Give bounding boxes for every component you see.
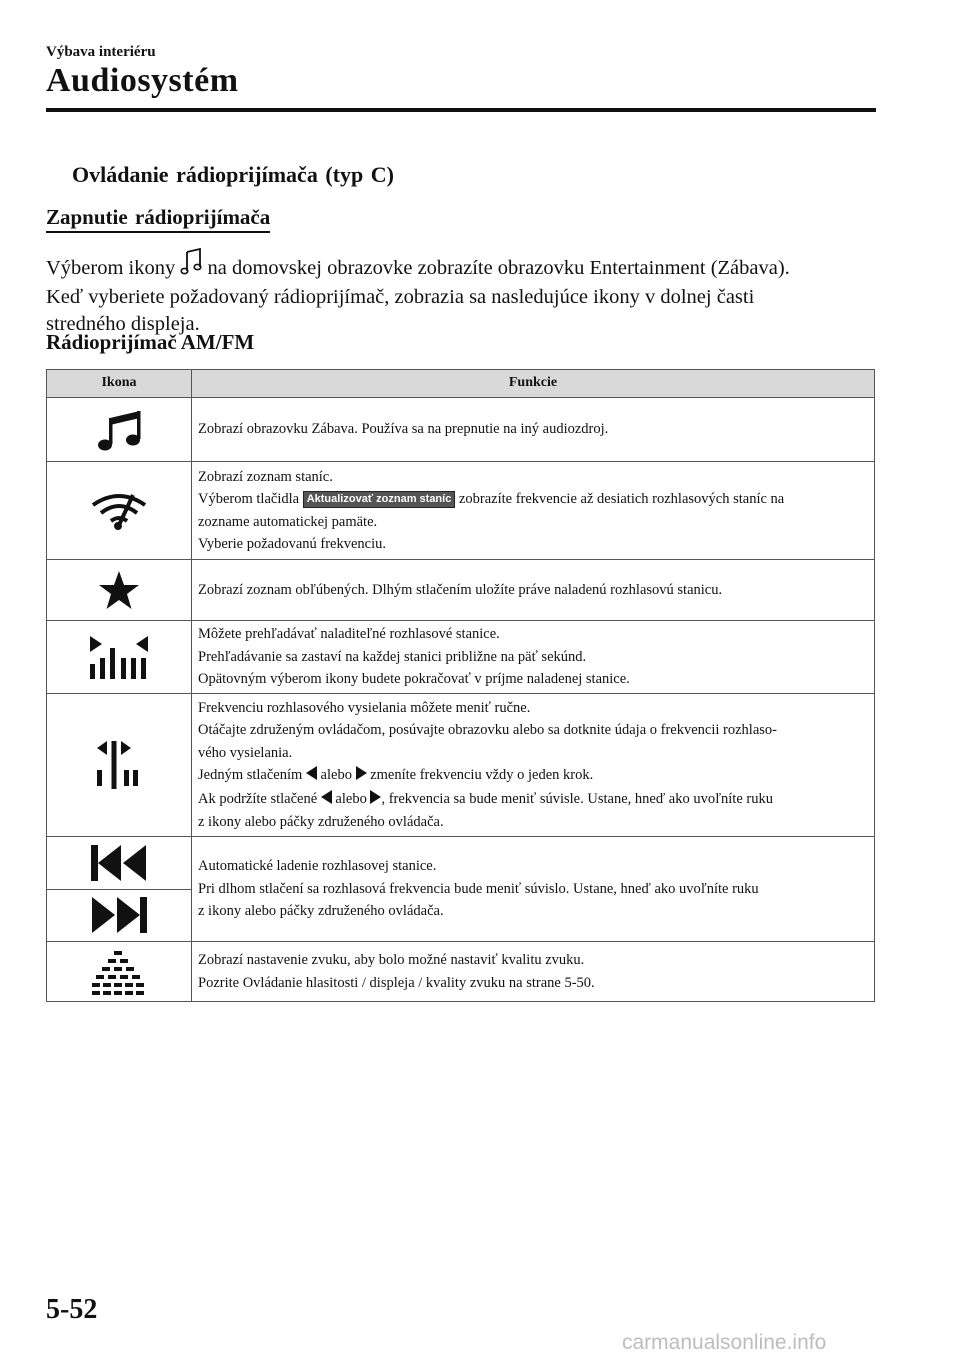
description-line: Zobrazí nastavenie zvuku, aby bolo možné nastaviť kvalitu zvuku. xyxy=(198,952,585,968)
watermark: carmanualsonline.info xyxy=(622,1331,827,1354)
music-note-icon xyxy=(180,248,202,284)
tune-up-icon[interactable] xyxy=(356,765,367,788)
table-header-row xyxy=(47,370,875,398)
description-line: zozname automatickej pamäte. xyxy=(198,513,378,530)
description-segment: Výberom tlačidla xyxy=(198,491,303,507)
table-row xyxy=(47,621,875,694)
description-line xyxy=(198,788,868,812)
intro-line-1 xyxy=(46,248,876,284)
header-icon: Ikona xyxy=(47,370,192,398)
description-line xyxy=(198,764,868,788)
table-row-description xyxy=(192,942,875,1002)
seek-back-icon xyxy=(47,837,191,889)
table-row-description xyxy=(192,621,875,694)
description-line: vého vysielania. xyxy=(198,744,293,761)
description-segment: alebo xyxy=(316,767,356,783)
description-segment: zmeníte frekvenciu vždy o jeden krok. xyxy=(366,767,594,783)
music-note-icon xyxy=(47,398,192,462)
description-line: Prehľadávanie sa zastaví na každej stanici približne na päť sekúnd. xyxy=(198,648,587,665)
table-row-description xyxy=(192,694,875,837)
table-row xyxy=(47,837,875,942)
seek-icons xyxy=(47,837,192,942)
table-row xyxy=(47,462,875,560)
description-line: Opätovným výberom ikony budete pokračovať v príjme naladenej stanice. xyxy=(198,671,630,688)
description-line: Zobrazí zoznam staníc. xyxy=(198,468,333,485)
page-number: 5-52 xyxy=(46,1294,98,1325)
intro-text xyxy=(46,248,876,338)
description-line: Pri dlhom stlačení sa rozhlasová frekvencia bude meniť súvislo. Ustane, hneď ako uvoľníte ruku xyxy=(198,880,759,897)
table-heading: Rádioprijímač AM/FM xyxy=(46,330,255,354)
description-line: z ikony alebo páčky združeného ovládača. xyxy=(198,903,444,920)
seek-forward-icon xyxy=(47,889,191,941)
table-row-description xyxy=(192,398,875,462)
description-line: Vyberie požadovanú frekvenciu. xyxy=(198,536,387,552)
description-line: z ikony alebo páčky združeného ovládača. xyxy=(198,814,444,830)
star-icon xyxy=(47,560,192,621)
sound-settings-icon xyxy=(47,942,192,1002)
table-row-description xyxy=(192,462,875,560)
description-line: Frekvenciu rozhlasového vysielania môžete meniť ručne. xyxy=(198,699,531,716)
intro-line-1-end: na domovskej obrazovke zobrazíte obrazovku Entertainment (Zábava). xyxy=(202,257,790,279)
description-line: Zobrazí zoznam obľúbených. Dlhým stlačením uložíte práve naladenú rozhlasovú stanicu. xyxy=(198,581,723,598)
description-segment: Ak podržíte stlačené xyxy=(198,790,321,807)
intro-line-2: Keď vyberiete požadovaný rádioprijímač, zobrazia sa nasledujúce ikony v dolnej časti xyxy=(46,286,755,308)
table-row xyxy=(47,942,875,1002)
chapter-title: Audiosystém xyxy=(46,62,239,99)
header-rule xyxy=(46,108,876,112)
update-station-list-button[interactable]: Aktualizovať zoznam staníc xyxy=(303,491,456,508)
tune-down-icon[interactable] xyxy=(321,789,332,812)
table-row-description xyxy=(192,837,875,942)
manual-tune-icon xyxy=(47,694,192,837)
description-line: Otáčajte združeným ovládačom, posúvajte obrazovku alebo sa dotknite údaja o frekvencii rozhlaso- xyxy=(198,722,777,738)
table-row-description xyxy=(192,560,875,621)
tune-up-icon[interactable] xyxy=(370,789,381,812)
section-heading: Zapnutie rádioprijímača xyxy=(46,205,270,233)
header-function: Funkcie xyxy=(192,370,875,398)
description-line: Môžete prehľadávať naladiteľné rozhlasové stanice. xyxy=(198,626,500,643)
description-segment: alebo xyxy=(331,790,371,807)
icon-divider xyxy=(47,889,191,890)
description-segment: zobrazíte frekvencie až desiatich rozhlasových staníc na xyxy=(455,491,785,507)
scan-icon xyxy=(47,621,192,694)
section-label: Výbava interiéru xyxy=(46,44,156,60)
description-line: Pozrite Ovládanie hlasitosti / displeja / kvality zvuku na strane 5-50. xyxy=(198,974,595,991)
station-list-icon xyxy=(47,462,192,560)
subsection-title: Ovládanie rádioprijímača (typ C) xyxy=(72,162,394,187)
function-table xyxy=(46,369,875,1002)
description-line: Automatické ladenie rozhlasovej stanice. xyxy=(198,858,437,875)
intro-line-1-start: Výberom ikony xyxy=(46,257,181,279)
description-line xyxy=(198,488,868,511)
intro-line-3: stredného displeja. xyxy=(46,313,200,335)
description-segment: Jedným stlačením xyxy=(198,767,306,783)
description-line: Zobrazí obrazovku Zábava. Používa sa na prepnutie na iný audiozdroj. xyxy=(198,421,609,438)
table-row xyxy=(47,398,875,462)
description-segment: , frekvencia sa bude meniť súvisle. Ustane, hneď ako uvoľníte ruku xyxy=(381,790,773,807)
table-row xyxy=(47,560,875,621)
table-row xyxy=(47,694,875,837)
tune-down-icon[interactable] xyxy=(306,765,317,788)
